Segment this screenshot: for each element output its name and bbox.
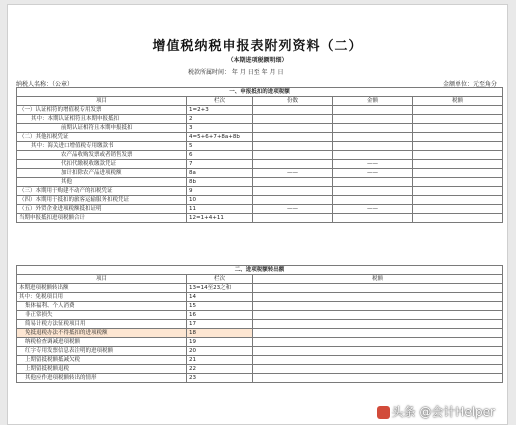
row-shares — [253, 187, 333, 196]
input-tax-transfer-table — [16, 265, 503, 383]
table-row — [17, 284, 503, 293]
row-shares: —— — [253, 205, 333, 214]
table-row — [17, 320, 503, 329]
table-row — [17, 196, 503, 205]
row-code: 19 — [187, 338, 253, 347]
table-row — [17, 347, 503, 356]
row-item: 红字专用发票信息表注明的进项税额 — [17, 347, 187, 356]
row-code: 10 — [187, 196, 253, 205]
row-tax — [253, 293, 503, 302]
table-row — [17, 106, 503, 115]
row-item: 免抵退税办法不得抵扣的进项税额 — [17, 329, 187, 338]
row-amount — [333, 142, 413, 151]
row-amount — [333, 115, 413, 124]
row-code: 8a — [187, 169, 253, 178]
header-shares: 份数 — [253, 97, 333, 106]
table-row — [17, 338, 503, 347]
table-row — [17, 151, 503, 160]
row-tax — [253, 374, 503, 383]
table-row — [17, 365, 503, 374]
row-item: 其他 — [17, 178, 187, 187]
row-code: 4=5+6+7+8a+8b — [187, 133, 253, 142]
table-row — [17, 187, 503, 196]
table-row — [17, 214, 503, 223]
row-tax — [413, 178, 503, 187]
row-code: 1=2+3 — [187, 106, 253, 115]
table-row — [17, 329, 503, 338]
row-item: 集体福利、个人消费 — [17, 302, 187, 311]
table-row — [17, 169, 503, 178]
watermark-text: 头条 @会计Helper — [391, 405, 495, 419]
row-code: 3 — [187, 124, 253, 133]
row-shares — [253, 214, 333, 223]
row-item: 其他应作进项税额转出的情形 — [17, 374, 187, 383]
row-item: 代扣代缴税收缴款凭证 — [17, 160, 187, 169]
row-tax — [413, 187, 503, 196]
row-code: 13=14至23之和 — [187, 284, 253, 293]
header-tax: 税额 — [413, 97, 503, 106]
row-item: （三）本期用于购建不动产的扣税凭证 — [17, 187, 187, 196]
row-item: 加计扣除农产品进项税额 — [17, 169, 187, 178]
row-amount: —— — [333, 169, 413, 178]
taxpayer-name-label: 纳税人名称：（公章） — [16, 81, 74, 88]
row-amount: —— — [333, 160, 413, 169]
row-tax — [413, 160, 503, 169]
header-amount: 金额 — [333, 97, 413, 106]
row-shares — [253, 196, 333, 205]
row-amount — [333, 196, 413, 205]
row-shares — [253, 142, 333, 151]
row-code: 2 — [187, 115, 253, 124]
row-tax — [253, 365, 503, 374]
row-item: 上期留抵税额抵减欠税 — [17, 356, 187, 365]
row-item: （一）认证相符的增值税专用发票 — [17, 106, 187, 115]
section-header-row — [17, 266, 503, 275]
row-code: 6 — [187, 151, 253, 160]
row-tax — [253, 338, 503, 347]
row-code: 5 — [187, 142, 253, 151]
row-code: 16 — [187, 311, 253, 320]
row-code: 18 — [187, 329, 253, 338]
table-row — [17, 302, 503, 311]
row-code: 17 — [187, 320, 253, 329]
row-item: 本期进项税额转出额 — [17, 284, 187, 293]
header-code: 栏次 — [187, 97, 253, 106]
table-row — [17, 293, 503, 302]
row-item: 其中：本期认证相符且本期申报抵扣 — [17, 115, 187, 124]
row-code: 8b — [187, 178, 253, 187]
column-header-row — [17, 97, 503, 106]
row-code: 20 — [187, 347, 253, 356]
row-tax — [413, 169, 503, 178]
row-tax — [253, 284, 503, 293]
tax-period: 税款所属时间： 年 月 日至 年 月 日 — [188, 69, 284, 76]
row-item: （四）本期用于抵扣的旅客运输服务扣税凭证 — [17, 196, 187, 205]
row-code: 7 — [187, 160, 253, 169]
row-item: 前期认证相符且本期申报抵扣 — [17, 124, 187, 133]
row-amount: —— — [333, 205, 413, 214]
row-tax — [253, 320, 503, 329]
row-item: 非正常损失 — [17, 311, 187, 320]
row-code: 21 — [187, 356, 253, 365]
report-sheet — [7, 4, 508, 425]
table-row — [17, 124, 503, 133]
row-code: 15 — [187, 302, 253, 311]
row-amount — [333, 124, 413, 133]
table-row — [17, 178, 503, 187]
report-subtitle: （本期进项税额明细） — [227, 57, 288, 64]
column-header-row — [17, 275, 503, 284]
amount-unit-label: 金额单位：元至角分 — [442, 81, 497, 88]
row-tax — [413, 133, 503, 142]
table-row — [17, 142, 503, 151]
row-amount — [333, 187, 413, 196]
row-shares — [253, 106, 333, 115]
row-tax — [253, 302, 503, 311]
row-tax — [413, 205, 503, 214]
row-item: 当期申报抵扣进项税额合计 — [17, 214, 187, 223]
row-tax — [253, 347, 503, 356]
row-shares — [253, 124, 333, 133]
row-tax — [413, 196, 503, 205]
row-item: 其中：免税项目用 — [17, 293, 187, 302]
row-tax — [413, 106, 503, 115]
row-amount — [333, 151, 413, 160]
row-item: （五）外贸企业进项税额抵扣证明 — [17, 205, 187, 214]
table-row — [17, 133, 503, 142]
row-amount — [333, 133, 413, 142]
row-shares — [253, 151, 333, 160]
report-title: 增值税纳税申报表附列资料（二） — [152, 39, 363, 54]
section-1-title: 一、申报抵扣的进项税额 — [17, 88, 503, 97]
row-code: 14 — [187, 293, 253, 302]
row-item: 其中：海关进口增值税专用缴款书 — [17, 142, 187, 151]
section-2-title: 二、进项税额转出额 — [17, 266, 503, 275]
header-item: 项目 — [17, 97, 187, 106]
row-tax — [253, 356, 503, 365]
row-tax — [413, 214, 503, 223]
row-tax — [253, 329, 503, 338]
header-item: 项目 — [17, 275, 187, 284]
row-item: 纳税检查调减进项税额 — [17, 338, 187, 347]
row-shares — [253, 115, 333, 124]
table-row — [17, 115, 503, 124]
row-shares — [253, 133, 333, 142]
header-tax: 税额 — [253, 275, 503, 284]
row-item: 上期留抵税额退税 — [17, 365, 187, 374]
table-row — [17, 311, 503, 320]
row-item: 简易计税方法征税项目用 — [17, 320, 187, 329]
row-item: （二）其他扣税凭证 — [17, 133, 187, 142]
table-row — [17, 160, 503, 169]
row-tax — [413, 151, 503, 160]
row-amount — [333, 214, 413, 223]
row-item: 农产品收购发票或者销售发票 — [17, 151, 187, 160]
row-code: 12=1+4+11 — [187, 214, 253, 223]
row-code: 11 — [187, 205, 253, 214]
row-tax — [413, 115, 503, 124]
row-tax — [413, 124, 503, 133]
table-row — [17, 205, 503, 214]
row-shares — [253, 160, 333, 169]
row-code: 22 — [187, 365, 253, 374]
table-row — [17, 356, 503, 365]
row-shares — [253, 178, 333, 187]
row-tax — [413, 142, 503, 151]
row-code: 23 — [187, 374, 253, 383]
row-amount — [333, 106, 413, 115]
section-header-row — [17, 88, 503, 97]
input-tax-deduction-table — [16, 87, 503, 223]
watermark — [377, 403, 496, 420]
row-amount — [333, 178, 413, 187]
table-row — [17, 374, 503, 383]
row-shares: —— — [253, 169, 333, 178]
row-tax — [253, 311, 503, 320]
row-code: 9 — [187, 187, 253, 196]
toutiao-logo-icon — [377, 406, 390, 419]
header-code: 栏次 — [187, 275, 253, 284]
